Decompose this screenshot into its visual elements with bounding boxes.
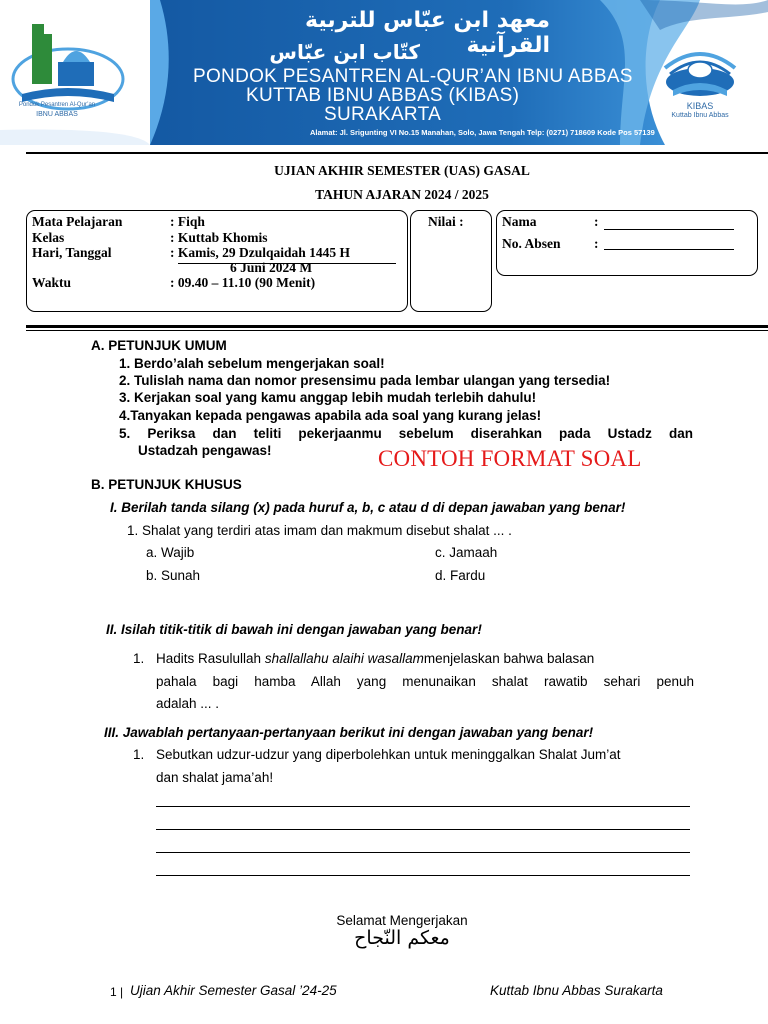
institute-address: Alamat: Jl. Srigunting VI No.15 Manahan, Solo, Jawa Tengah Telp: (0271) 718609 Kode Pos 57139 <box>310 128 655 137</box>
general-item-1: 1. Berdo’alah sebelum mengerjakan soal! <box>119 356 385 371</box>
part2-question-number: 1. <box>133 651 145 666</box>
part1-question-1: 1. Shalat yang terdiri atas imam dan makmum disebut shalat ... . <box>127 523 512 538</box>
closing-arabic: معكم النّجاح <box>354 927 450 949</box>
part2-instruction: II. Isilah titik-titik di bawah ini dengan jawaban yang benar! <box>106 622 482 637</box>
part3-question-number: 1. <box>133 747 145 762</box>
page-number: 1 | <box>110 985 124 999</box>
time-value: : 09.40 – 11.10 (90 Menit) <box>170 275 316 290</box>
name-colon: : <box>594 214 599 229</box>
date-value-hijri: : Kamis, 29 Dzulqaidah 1445 H <box>170 245 351 260</box>
header-divider <box>26 152 768 154</box>
part3-question-line-2: dan shalat jama’ah! <box>156 770 274 785</box>
part2-question-line-1 <box>156 651 694 666</box>
general-item-4: 4.Tanyakan kepada pengawas apabila ada soal yang kurang jelas! <box>119 408 542 423</box>
kibas-logo-subtitle: Kuttab Ibnu Abbas <box>671 112 729 119</box>
class-value: : Kuttab Khomis <box>170 230 268 245</box>
kibas-logo <box>655 30 745 110</box>
exam-year: TAHUN AJARAN 2024 / 2025 <box>315 187 489 202</box>
subject-label: Mata Pelajaran <box>32 214 123 229</box>
header-banner <box>0 0 768 145</box>
sample-format-label: CONTOH FORMAT SOAL <box>378 446 642 471</box>
arabic-institute-name: معهد ابن عبّاس للتربية القرآنية <box>305 8 550 58</box>
part2-q1-salawat: shallallahu alaihi wasallam <box>264 651 424 666</box>
option-a[interactable]: a. Wajib <box>146 545 195 560</box>
general-item-2: 2. Tulislah nama dan nomor presensimu pada lembar ulangan yang tersedia! <box>119 373 611 388</box>
answer-line-2[interactable] <box>156 829 690 830</box>
class-label: Kelas <box>32 230 65 245</box>
pesantren-logo <box>8 14 148 126</box>
time-label: Waktu <box>32 275 72 290</box>
part2-question-line-2: pahala bagi hamba Allah yang menunaikan shalat rawatib sehari penuh <box>156 674 694 689</box>
part3-question-line-1: Sebutkan udzur-udzur yang diperbolehkan untuk meninggalkan Shalat Jum’at <box>156 747 621 762</box>
absen-colon: : <box>594 236 599 251</box>
date-value-masehi: 6 Juni 2024 M <box>230 260 313 275</box>
kibas-logo-name: KIBAS <box>686 101 714 111</box>
general-item-5-cont: Ustadzah pengawas! <box>138 443 272 458</box>
section-divider-thin <box>26 330 768 331</box>
absen-label: No. Absen <box>502 236 561 251</box>
option-b[interactable]: b. Sunah <box>146 568 201 583</box>
option-d[interactable]: d. Fardu <box>435 568 486 583</box>
score-label: Nilai : <box>428 214 464 229</box>
date-label: Hari, Tanggal <box>32 245 112 260</box>
part2-q1-text-a: Hadits Rasulullah <box>156 651 265 666</box>
closing-text: Selamat Mengerjakan <box>336 913 468 928</box>
exam-title: UJIAN AKHIR SEMESTER (UAS) GASAL <box>274 163 530 178</box>
part2-question-line-3: adalah ... . <box>156 696 220 711</box>
special-heading: B. PETUNJUK KHUSUS <box>91 477 242 492</box>
footer-exam-name: Ujian Akhir Semester Gasal ’24-25 <box>130 983 337 998</box>
option-c[interactable]: c. Jamaah <box>435 545 498 560</box>
general-item-3: 3. Kerjakan soal yang kamu anggap lebih mudah terlebih dahulu! <box>119 390 537 405</box>
answer-line-4[interactable] <box>156 875 690 876</box>
name-label: Nama <box>502 214 537 229</box>
answer-line-1[interactable] <box>156 806 690 807</box>
footer-school-name: Kuttab Ibnu Abbas Surakarta <box>490 983 663 998</box>
general-heading: A. PETUNJUK UMUM <box>91 338 227 353</box>
arabic-kuttab-name: كتّاب ابن عبّاس <box>269 40 420 64</box>
logo-left-caption-1: Pondok Pesantren Al-Qur’an <box>18 102 96 108</box>
absen-field-line[interactable] <box>604 249 734 250</box>
general-item-5: 5. Periksa dan teliti pekerjaanmu sebelum diserahkan pada Ustadz dan <box>119 426 693 441</box>
part3-instruction: III. Jawablah pertanyaan-pertanyaan berikut ini dengan jawaban yang benar! <box>104 725 594 740</box>
kuttab-name: KUTTAB IBNU ABBAS (KIBAS) <box>246 85 520 106</box>
part2-q1-text-b: menjelaskan bahwa balasan <box>423 651 595 666</box>
city-name: SURAKARTA <box>324 104 442 125</box>
logo-left-caption-2: IBNU ABBAS <box>36 111 78 118</box>
institute-name: PONDOK PESANTREN AL-QUR’AN IBNU ABBAS <box>193 66 633 87</box>
subject-value: : Fiqh <box>170 214 205 229</box>
name-field-line[interactable] <box>604 229 734 230</box>
part1-instruction: I. Berilah tanda silang (x) pada huruf a, b, c atau d di depan jawaban yang benar! <box>110 500 626 515</box>
answer-line-3[interactable] <box>156 852 690 853</box>
section-divider-thick <box>26 325 768 328</box>
